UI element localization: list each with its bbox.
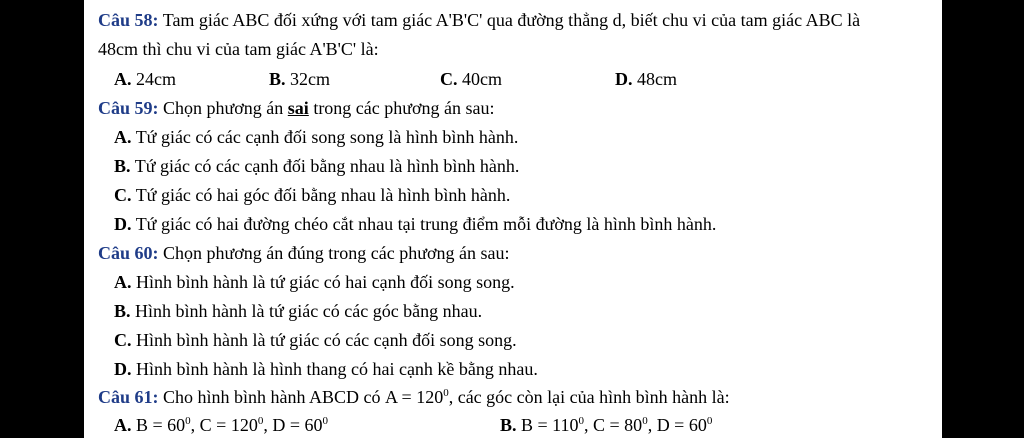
question-60-option-d: D. Hình bình hành là hình thang có hai cạnh kề bằng nhau. — [114, 359, 538, 379]
question-60-option-a: A. Hình bình hành là tứ giác có hai cạnh đối song song. — [114, 272, 515, 292]
question-58-option-a: A. 24cm — [114, 69, 176, 89]
question-58-option-d: D. 48cm — [615, 69, 677, 89]
question-60-option-c: C. Hình bình hành là tứ giác có các cạnh đối song song. — [114, 330, 517, 350]
question-61-option-a: A. $B = 60^0$, $C = 120^0$, $D = 60^0$ — [114, 415, 328, 435]
question-59-emphasis: sai — [287, 98, 309, 118]
question-61: Câu 61: Cho hình bình hành ABCD có $A = 120^0$, các góc còn lại của hình bình hành là: — [98, 387, 730, 407]
question-58-option-c: C. 40cm — [440, 69, 502, 89]
question-60-option-b: B. Hình bình hành là tứ giác có các góc bằng nhau. — [114, 301, 483, 321]
question-59-option-d: D. Tứ giác có hai đường chéo cắt nhau tại trung điểm mỗi đường là hình bình hành. — [114, 214, 717, 234]
question-58-option-b: B. 32cm — [269, 69, 331, 89]
question-59: Câu 59: Chọn phương án sai trong các phương án sau: — [98, 98, 495, 118]
question-61-label: Câu 61: — [98, 387, 159, 407]
question-61-given-angle: $A = 120^0$ — [385, 387, 449, 407]
question-59-option-b: B. Tứ giác có các cạnh đối bằng nhau là hình bình hành. — [114, 156, 520, 176]
question-59-option-c: C. Tứ giác có hai góc đối bằng nhau là hình bình hành. — [114, 185, 511, 205]
question-60: Câu 60: Chọn phương án đúng trong các phương án sau: — [98, 243, 510, 263]
document-page — [84, 0, 942, 438]
question-58-label: Câu 58: — [98, 10, 159, 30]
question-60-label: Câu 60: — [98, 243, 159, 263]
question-58 — [98, 9, 860, 31]
question-58-text-line2: 48cm thì chu vi của tam giác A'B'C' là: — [98, 39, 379, 59]
question-58-text-line1: Tam giác ABC đối xứng với tam giác A'B'C' qua đường thẳng d, biết chu vi của tam giác ABC là — [162, 10, 861, 30]
question-61-option-b: B. $B = 110^0$, $C = 80^0$, $D = 60^0$ — [500, 415, 713, 435]
question-59-label: Câu 59: — [98, 98, 159, 118]
question-59-option-a: A. Tứ giác có các cạnh đối song song là hình bình hành. — [114, 127, 519, 147]
